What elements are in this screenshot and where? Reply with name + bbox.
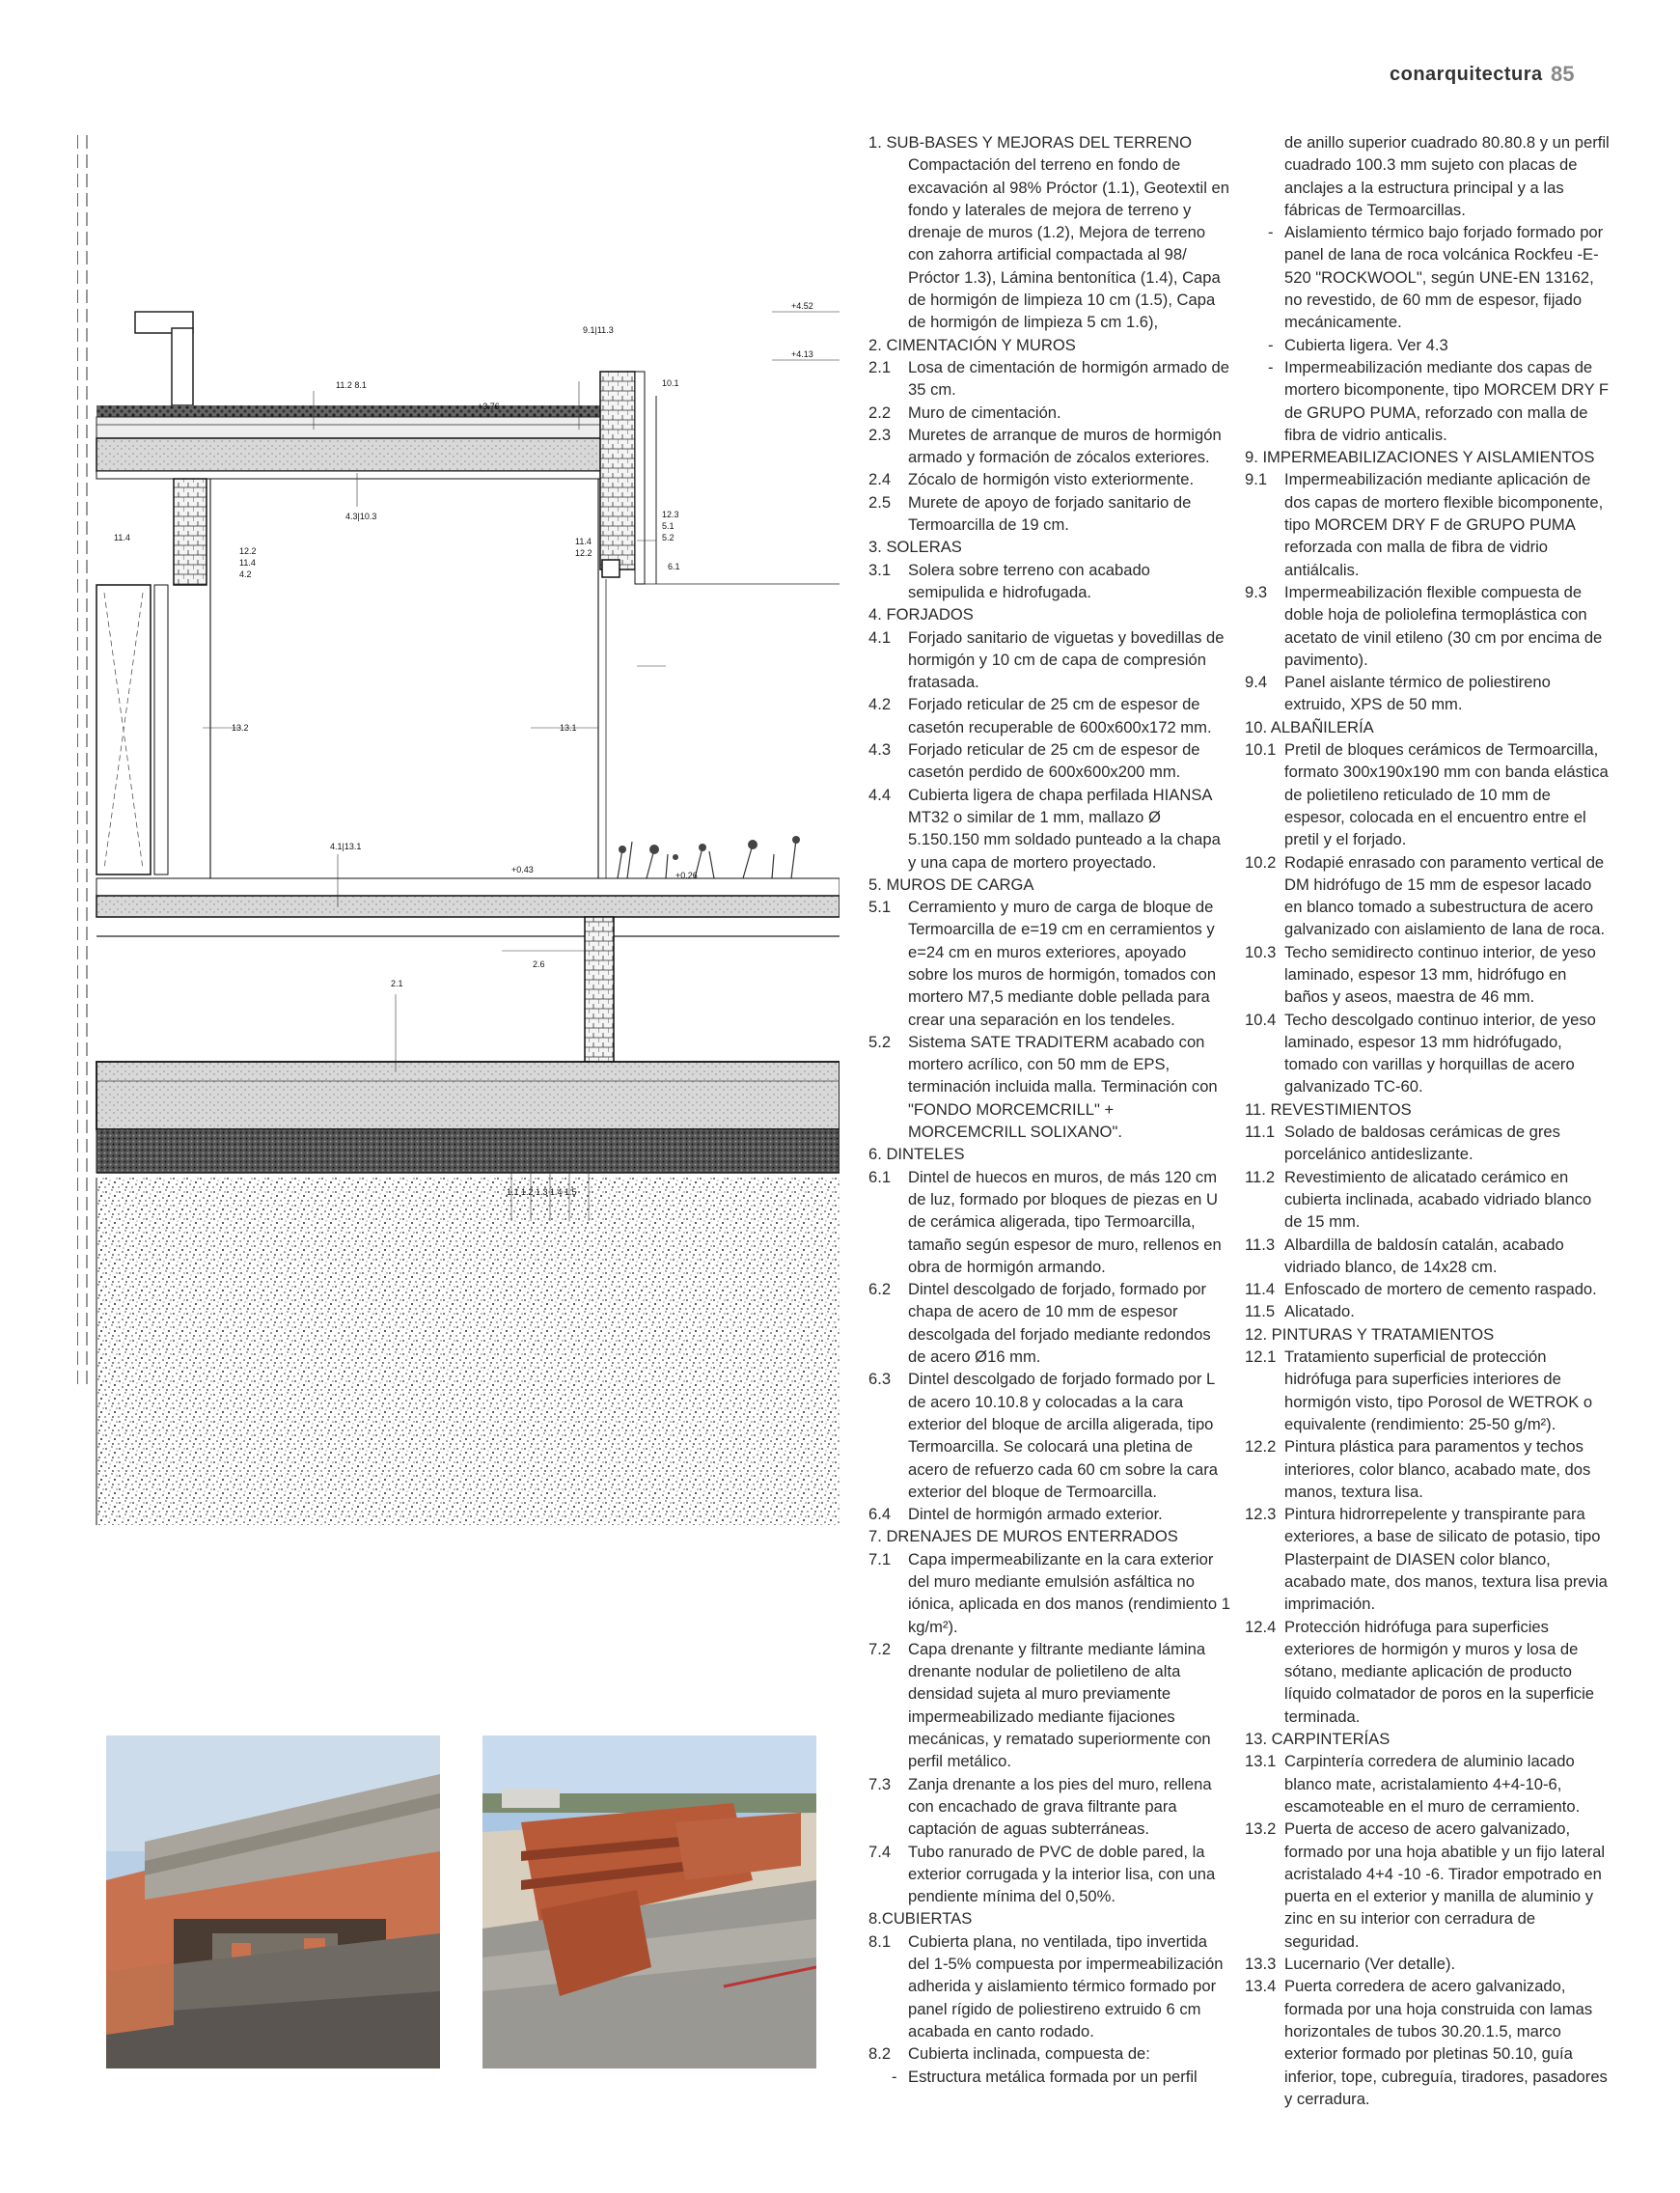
spec-item (868, 2066, 1230, 2088)
spec-item (1245, 1750, 1611, 1818)
spec-item (868, 356, 1230, 402)
spec-item-number: 6.4 (868, 1505, 892, 1524)
spec-item-number: 11.4 (1245, 1280, 1276, 1299)
spec-item-number: - (1268, 357, 1274, 376)
section-heading: 11. REVESTIMIENTOS (1245, 1099, 1412, 1119)
spec-item (1245, 1818, 1611, 1953)
spec-item-text: Dintel de hormigón armado exterior. (908, 1505, 1163, 1524)
spec-item-text: Cubierta ligera. Ver 4.3 (1284, 335, 1448, 354)
spec-item (1245, 1278, 1611, 1300)
spec-item-text: Tratamiento superficial de protección hidrófuga para superficies interiores de hormigón visto, tipo Porosol de WETROK o equivalente (rendimiento: 25-50 g/m²). (1284, 1347, 1593, 1433)
spec-item-text: Forjado sanitario de viguetas y bovedillas de hormigón y 10 cm de capa de compresión fratasada. (908, 627, 1225, 692)
spec-item (868, 491, 1230, 537)
section-heading: 4. FORJADOS (868, 605, 974, 625)
spec-item-number: 4.1 (868, 627, 892, 647)
spec-item-number: 6.3 (868, 1370, 892, 1389)
section-heading: 1. SUB-BASES Y MEJORAS DEL TERRENO (868, 133, 1193, 152)
label-11-4: 11.4 (114, 533, 130, 542)
spec-item (1245, 221, 1611, 333)
spec-item-text: Dintel de huecos en muros, de más 120 cm de luz, formado por bloques de piezas en U de cerámica aligerada, tipo Termoarcilla, tamaño según espesor de muro, rellenos en obra de hormigón armando. (908, 1167, 1222, 1276)
spec-item-text: Forjado reticular de 25 cm de espesor de casetón recuperable de 600x600x172 mm. (908, 695, 1212, 736)
spec-item (868, 1166, 1230, 1278)
spec-item-number: 10.2 (1245, 852, 1277, 872)
spec-item (1245, 1975, 1611, 2110)
spec-item-text: Techo descolgado continuo interior, de yeso laminado, espesor 13 mm hidrófugado, tomado con varillas y horquillas de acero galvanizado TC-60. (1284, 1010, 1596, 1096)
spec-item (868, 784, 1230, 874)
label-plus-3-76: +3.76 (478, 402, 500, 411)
spec-item-text: Lucernario (Ver detalle). (1284, 1955, 1456, 1974)
spec-item (1245, 1121, 1611, 1166)
section-heading: 9. IMPERMEABILIZACIONES Y AISLAMIENTOS (1245, 448, 1595, 467)
spec-item-text: Sistema SATE TRADITERM acabado con mortero acrílico, con 50 mm de EPS, terminación incluida malla. Terminación con "FONDO MORCEMCRILL" + MORCEMCRILL SOLIXANO". (908, 1032, 1218, 1142)
spec-item-number: - (892, 2067, 897, 2086)
spec-item-number: 2.5 (868, 492, 892, 512)
spec-item-text: Cubierta plana, no ventilada, tipo invertida del 1-5% compuesta por impermeabilización adherida y aislamiento térmico formado por panel rígido de poliestireno extruido 6 cm acabada en canto rodado. (908, 1931, 1224, 2040)
spec-item-number: 12.3 (1245, 1505, 1277, 1524)
spec-item-number: 13.2 (1245, 1819, 1277, 1839)
spec-item-number: 10.3 (1245, 942, 1277, 961)
spec-item-number: 2.1 (868, 357, 892, 376)
spec-item (868, 559, 1230, 604)
spec-item (1245, 1953, 1611, 1975)
spec-item-text: Alicatado. (1284, 1302, 1355, 1321)
spec-item-number: 10.1 (1245, 740, 1277, 760)
spec-item-text: Techo semidirecto continuo interior, de yeso laminado, espesor 13 mm, hidrófugo en baños y aseos, maestra de 46 mm. (1284, 942, 1596, 1007)
spec-item-text: Muretes de arranque de muros de hormigón armado y formación de zócalos exteriores. (908, 425, 1222, 467)
spec-item-number: 4.4 (868, 785, 892, 804)
spec-item-number: 13.4 (1245, 1977, 1277, 1996)
spec-item-number: 7.3 (868, 1774, 892, 1793)
spec-item-text: Aislamiento térmico bajo forjado formado por panel de lana de roca volcánica Rockfeu -E- 520 "ROCKWOOL", según UNE-EN 13162, no revestido, de 60 mm de espesor, fijado mecánicamente. (1284, 223, 1604, 332)
spec-item (1245, 1300, 1611, 1322)
spec-item (868, 424, 1230, 469)
construction-photo-covered-porch (106, 1735, 440, 2068)
spec-item (868, 468, 1230, 490)
spec-item (868, 1841, 1230, 1908)
spec-item-text: Forjado reticular de 25 cm de espesor de casetón perdido de 600x600x200 mm. (908, 740, 1200, 782)
label-2-1: 2.1 (391, 979, 403, 988)
spec-item-text: Cubierta ligera de chapa perfilada HIANSA MT32 o similar de 1 mm, mallazo Ø 5.150.150 mm soldado punteado a la chapa y una capa de mortero proyectado. (908, 785, 1221, 872)
label-12-3: 12.3 (662, 510, 679, 519)
spec-item-text: Revestimiento de alicatado cerámico en cubierta inclinada, acabado vidriado blanco de 15 mm. (1284, 1167, 1592, 1232)
label-bottom-layers: 1.1 1.2 1.3 1.4 1.5 (507, 1187, 577, 1197)
spec-item-text: Pintura plástica para paramentos y techos interiores, color blanco, acabado mate, dos manos, textura lisa. (1284, 1437, 1591, 1501)
spec-item-text: Cerramiento y muro de carga de bloque de Termoarcilla de e=19 cm en cerramientos y e=24 cm en muros exteriores, apoyado sobre los muros de hormigón, tomados con mortero M7,5 mediante doble pellada para crear una separación en los tendeles. (908, 898, 1217, 1029)
page-number: 85 (1551, 62, 1575, 86)
label-11-2-8-1: 11.2 8.1 (336, 380, 367, 390)
spec-item-text: Capa impermeabilizante en la cara exterior del muro mediante emulsión asfáltica no iónica, aplicada en dos manos (rendimiento 1 kg/m²). (908, 1549, 1230, 1636)
spec-item-text: Impermeabilización mediante dos capas de mortero bicomponente, tipo MORCEM DRY F de GRUPO PUMA, reforzado con malla de fibra de vidrio anticalis. (1284, 357, 1609, 444)
spec-item-text: Estructura metálica formada por un perfil (908, 2067, 1198, 2086)
label-5-1: 5.1 (662, 521, 675, 531)
label-13-1: 13.1 (560, 723, 577, 733)
spec-item (1245, 671, 1611, 716)
spec-item (1245, 468, 1611, 580)
spec-item-number: 4.3 (868, 740, 892, 760)
spec-item-number: 10.4 (1245, 1010, 1277, 1029)
spec-item-number: 12.2 (1245, 1437, 1277, 1457)
spec-paragraph: Compactación del terreno en fondo de excavación al 98% Próctor (1.1), Geotextil en fondo y laterales de mejora de terreno y drenaje de muros (1.2), Mejora de terreno con zahorra artificial compactada al 98/ Próctor 1.3), Lámina bentonítica (1.4), Capa de hormigón de limpieza 10 cm (1.5), Capa de hormigón de limpieza 5 cm 1.6), (908, 155, 1229, 332)
label-4-1-13-1: 4.1|13.1 (330, 842, 362, 851)
spec-item (868, 1368, 1230, 1503)
spec-item (868, 402, 1230, 424)
spec-item-text: Enfoscado de mortero de cemento raspado. (1284, 1280, 1597, 1299)
spec-item-number: - (1268, 223, 1274, 242)
spec-item-text: Carpintería corredera de aluminio lacado blanco mate, acristalamiento 4+4-10-6, escamoteable en el muro de cerramiento. (1284, 1752, 1581, 1816)
spec-item-number: 9.1 (1245, 470, 1268, 489)
spec-item-number: 9.4 (1245, 673, 1268, 692)
spec-item-number: 9.3 (1245, 582, 1268, 601)
spec-item-text: Dintel descolgado de forjado, formado por chapa de acero de 10 mm de espesor descolgada del forjado mediante redondos de acero Ø16 mm. (908, 1280, 1211, 1367)
spec-item-text: Zanja drenante a los pies del muro, rellena con encachado de grava filtrante para captación de aguas subterráneas. (908, 1774, 1212, 1839)
spec-item (868, 693, 1230, 738)
spec-item-text: Tubo ranurado de PVC de doble pared, la exterior corrugada y la interior lisa, con una pendiente mínima del 0,50%. (908, 1842, 1216, 1906)
spec-item-number: 8.1 (868, 1931, 892, 1951)
label-12-2-b: 12.2 (575, 548, 592, 558)
spec-item-number: 12.1 (1245, 1347, 1277, 1367)
spec-item (1245, 581, 1611, 671)
spec-item-text: Solado de baldosas cerámicas de gres porcelánico antideslizante. (1284, 1123, 1560, 1164)
spec-item (868, 1930, 1230, 2042)
label-13-2: 13.2 (232, 723, 249, 733)
specifications-column-2 (1245, 131, 1611, 2110)
label-10-1: 10.1 (662, 378, 679, 388)
spec-item-number: 6.2 (868, 1280, 892, 1299)
spec-item (868, 626, 1230, 694)
label-11-4-b: 11.4 (239, 558, 256, 568)
spec-item-number: - (1268, 335, 1274, 354)
spec-item-number: 12.4 (1245, 1617, 1277, 1636)
spec-item-text: Cubierta inclinada, compuesta de: (908, 2044, 1150, 2064)
spec-item-number: 7.4 (868, 1842, 892, 1861)
spec-item (1245, 1435, 1611, 1503)
label-4-2: 4.2 (239, 569, 252, 579)
spec-item-text: Puerta de acceso de acero galvanizado, formado por una hoja abatible y un fijo lateral acristalado 4+4 -10 -6. Tirador empotrado en puerta en el exterior y manilla de aluminio y zinc en su interior con cerradura de seguridad. (1284, 1819, 1606, 1951)
label-2-6: 2.6 (533, 959, 545, 969)
spec-item-number: 11.1 (1245, 1123, 1276, 1142)
spec-item (868, 1638, 1230, 1773)
spec-item (868, 2042, 1230, 2065)
spec-item (1245, 356, 1611, 446)
spec-item-number: 7.2 (868, 1639, 892, 1658)
spec-item (1245, 941, 1611, 1009)
specifications-column-1 (868, 131, 1230, 2088)
section-heading: 10. ALBAÑILERÍA (1245, 717, 1374, 736)
spec-item (1245, 738, 1611, 850)
label-plus-4-13: +4.13 (791, 349, 813, 359)
spec-item-number: 11.2 (1245, 1167, 1276, 1186)
section-heading: 2. CIMENTACIÓN Y MUROS (868, 335, 1076, 354)
spec-item-text: Rodapié enrasado con paramento vertical de DM hidrófugo de 15 mm de espesor lacado en blanco tomado a subestructura de acero galvanizado con aislamiento de lana de roca. (1284, 852, 1606, 939)
spec-item-number: 3.1 (868, 560, 892, 579)
label-4-3-10-3: 4.3|10.3 (345, 512, 377, 521)
label-9-1-11-3: 9.1|11.3 (583, 325, 614, 335)
spec-item-number: 5.1 (868, 898, 892, 917)
spec-item (1245, 1346, 1611, 1435)
spec-item-number: 2.4 (868, 470, 892, 489)
section-heading: 6. DINTELES (868, 1145, 965, 1164)
section-heading: 8.CUBIERTAS (868, 1909, 973, 1929)
spec-item-text: Impermeabilización flexible compuesta de doble hoja de poliolefina termoplástica con acetato de vinil etileno (30 cm por encima de pavimento). (1284, 582, 1603, 669)
spec-item (1245, 1616, 1611, 1728)
spec-item-text: Albardilla de baldosín catalán, acabado vidriado blanco, de 14x28 cm. (1284, 1235, 1564, 1276)
label-plus-0-26: +0.26 (675, 871, 698, 880)
spec-item-text: Losa de cimentación de hormigón armado de 35 cm. (908, 357, 1230, 400)
spec-item-text: Impermeabilización mediante aplicación de dos capas de mortero flexible bicomponente, tipo MORCEM DRY F de GRUPO PUMA reforzada con malla de fibra de vidrio antiálcalis. (1284, 470, 1604, 579)
spec-item-text: Pretil de bloques cerámicos de Termoarcilla, formato 300x190x190 mm con banda elástica de polietileno reticulado de 10 mm de espesor, colocada en el encuentro entre el pretil y el forjado. (1284, 740, 1609, 849)
spec-item-number: 2.3 (868, 425, 892, 444)
spec-item (868, 1031, 1230, 1143)
spec-item-text: Puerta corredera de acero galvanizado, formada por una hoja construida con lamas horizontales de tubos 30.20.1.5, marco exterior formado por pletinas 50.10, guía inferior, tope, cubreguía, tiradores, pasadores y cerradura. (1284, 1977, 1608, 2108)
spec-item-number: 5.2 (868, 1032, 892, 1051)
label-12-2-a: 12.2 (239, 546, 257, 556)
spec-item-text: Solera sobre terreno con acabado semipulida e hidrofugada. (908, 560, 1150, 601)
label-plus-4-52: +4.52 (791, 301, 813, 311)
label-plus-0-43: +0.43 (511, 865, 534, 874)
spec-item (868, 738, 1230, 784)
spec-item-text: Muro de cimentación. (908, 403, 1061, 422)
spec-item-number: 11.5 (1245, 1302, 1276, 1321)
construction-section-drawing (77, 135, 840, 1525)
spec-item-text: Murete de apoyo de forjado sanitario de Termoarcilla de 19 cm. (908, 492, 1192, 535)
construction-photo-clay-block-wall (482, 1735, 816, 2068)
section-heading: 5. MUROS DE CARGA (868, 874, 1034, 894)
spec-item-text: Zócalo de hormigón visto exteriormente. (908, 470, 1195, 489)
spec-item (1245, 851, 1611, 941)
spec-item-text: Pintura hidrorrepelente y transpirante para exteriores, a base de silicato de potasio, tipo Plasterpaint de DIASEN color blanco, acabado mate, dos manos, textura lisa previa imprimación. (1284, 1505, 1608, 1614)
spec-item (868, 1773, 1230, 1841)
magazine-brand: conarquitectura (1390, 64, 1543, 85)
spec-item (868, 1548, 1230, 1638)
spec-item-number: 4.2 (868, 695, 892, 714)
section-heading: 12. PINTURAS Y TRATAMIENTOS (1245, 1324, 1495, 1344)
spec-item (868, 896, 1230, 1031)
spec-item (1245, 1503, 1611, 1615)
spec-item-number: 13.3 (1245, 1955, 1277, 1974)
spec-item-text: Dintel descolgado de forjado formado por L de acero 10.10.8 y colocadas a la cara exterior del bloque de arcilla aligerada, tipo Termoarcilla. Se colocará una pletina de acero de refuerzo cada 60 cm sobre la cara exterior del bloque de Termoarcilla. (908, 1370, 1218, 1501)
section-heading: 13. CARPINTERÍAS (1245, 1730, 1391, 1749)
spec-item (868, 1503, 1230, 1525)
spec-item (1245, 1166, 1611, 1234)
spec-item (1245, 1009, 1611, 1098)
section-heading: 7. DRENAJES DE MUROS ENTERRADOS (868, 1527, 1178, 1546)
spec-item-number: 6.1 (868, 1167, 892, 1186)
spec-item-text: Panel aislante térmico de poliestireno extruido, XPS de 50 mm. (1284, 673, 1551, 714)
spec-item-number: 7.1 (868, 1549, 892, 1568)
label-6-1: 6.1 (668, 562, 680, 571)
spec-item-number: 13.1 (1245, 1752, 1277, 1771)
spec-item (868, 1278, 1230, 1368)
spec-item-number: 2.2 (868, 403, 892, 422)
spec-item-number: 8.2 (868, 2044, 892, 2064)
section-heading: 3. SOLERAS (868, 538, 962, 557)
spec-paragraph: de anillo superior cuadrado 80.80.8 y un perfil cuadrado 100.3 mm sujeto con placas de anclajes a la estructura principal y a las fábricas de Termoarcillas. (1284, 133, 1610, 219)
label-5-2: 5.2 (662, 533, 675, 542)
spec-item (1245, 1234, 1611, 1279)
spec-item-number: 11.3 (1245, 1235, 1276, 1254)
spec-item (1245, 334, 1611, 356)
spec-item-text: Capa drenante y filtrante mediante lámina drenante nodular de polietileno de alta densidad sujeta al muro previamente impermeabilizado mediante fijaciones mecánicas, y rematado superiormente con perfil metálico. (908, 1639, 1211, 1771)
label-11-4-c: 11.4 (575, 537, 592, 546)
spec-item-text: Protección hidrófuga para superficies exteriores de hormigón y muros y losa de sótano, mediante aplicación de producto líquido colmatador de poros en la superficie terminada. (1284, 1617, 1595, 1726)
